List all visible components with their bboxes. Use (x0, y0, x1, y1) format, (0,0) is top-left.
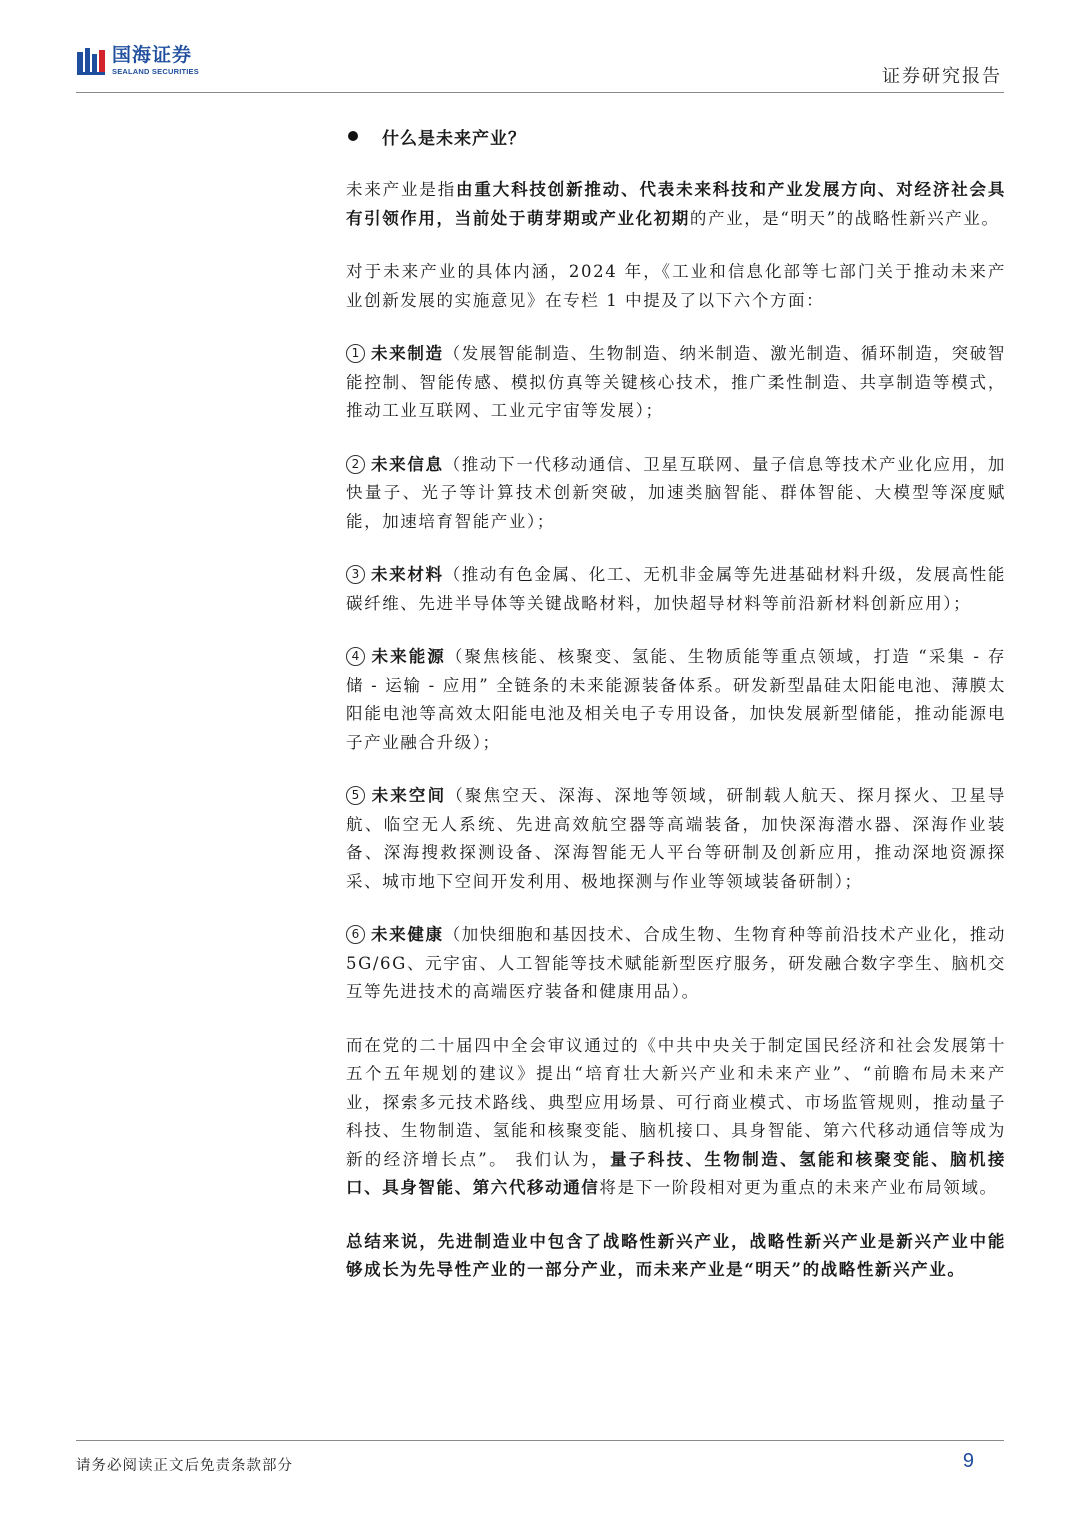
list-item (346, 451, 1006, 537)
section-title: 什么是未来产业？ (382, 128, 526, 149)
item-title: 未来健康 (371, 925, 444, 944)
item-body: （聚焦空天、深海、深地等领域，研制载人航天、探月探火、卫星导航、临空无人系统、先进高效航空器等高端装备，加快深海潜水器、深海作业装备、深海搜救探测设备、深海智能无人平台等研制及创新应用，推动深地资源探采、城市地下空间开发利用、极地探测与作业等领域装备研制）； (346, 786, 1007, 891)
text-run: 的产业，是“明天”的战略性新兴产业。 (689, 208, 1000, 228)
item-title: 未来制造 (371, 344, 444, 363)
section-heading (346, 118, 1006, 154)
summary-paragraph: 总结来说，先进制造业中包含了战略性新兴产业，战略性新兴产业是新兴产业中能够成长为先导性产业的一部分产业，而未来产业是“明天”的战略性新兴产业。 (346, 1231, 1006, 1279)
circled-number-icon: 3 (346, 565, 365, 584)
page-number: 9 (962, 1450, 974, 1472)
item-body: （加快细胞和基因技术、合成生物、生物育种等前沿技术产业化，推动 5G/6G、元宇宙、人工智能等技术赋能新型医疗服务，研发融合数字孪生、脑机交互等先进技术的高端医疗装备和健康用品）。 (346, 925, 1006, 1001)
item-body: （推动有色金属、化工、无机非金属等先进基础材料升级，发展高性能碳纤维、先进半导体等关键战略材料，加快超导材料等前沿新材料创新应用）； (346, 565, 1006, 613)
list-item (346, 643, 1006, 757)
fifteenth-plan-paragraph (346, 1032, 1006, 1203)
item-title: 未来空间 (371, 786, 447, 805)
circled-number-icon: 6 (346, 925, 365, 944)
item-title: 未来能源 (371, 647, 446, 666)
item-title: 未来材料 (371, 565, 444, 584)
item-body: （聚焦核能、核聚变、氢能、生物质能等重点领域，打造 “采集 - 存储 - 运输 - 应用” 全链条的未来能源装备体系。研发新型晶硅太阳能电池、薄膜太阳能电池等高效太阳能电池及相关电子专用设备，加快发展新型储能，推动能源电子产业融合升级）； (346, 647, 1007, 752)
sealand-logo-icon (76, 46, 106, 76)
circled-number-icon: 4 (346, 647, 365, 666)
page-footer (76, 1440, 1004, 1474)
bullet-icon (348, 131, 358, 141)
circled-number-icon: 1 (346, 344, 365, 363)
item-body: （发展智能制造、生物制造、纳米制造、激光制造、循环制造，突破智能控制、智能传感、模拟仿真等关键核心技术，推广柔性制造、共享制造等模式，推动工业互联网、工业元宇宙等发展）； (346, 344, 1006, 420)
text-run: 未来产业是指 (346, 180, 457, 199)
list-item (346, 921, 1006, 1007)
company-logo (76, 44, 199, 78)
circled-number-icon: 5 (346, 786, 365, 805)
item-body: （推动下一代移动通信、卫星互联网、量子信息等技术产业化应用，加快量子、光子等计算技术创新突破，加速类脑智能、群体智能、大模型等深度赋能，加速培育智能产业）； (346, 454, 1006, 531)
circled-number-icon: 2 (346, 455, 365, 474)
disclaimer-text: 请务必阅读正文后免责条款部分 (76, 1458, 293, 1474)
item-title: 未来信息 (371, 454, 444, 474)
logo-chinese-name: 国海证券 (112, 44, 193, 67)
definition-paragraph (346, 176, 1006, 233)
list-item (346, 561, 1006, 618)
report-type-label: 证券研究报告 (882, 66, 1002, 87)
header-divider (76, 92, 1004, 93)
text-run: 将是下一阶段相对更为重点的未来产业布局领域。 (599, 1178, 998, 1197)
bold-text-run: 量子科技、生物制造、氢能和核聚变能、脑机接口、具身智能、第六代移动通信 (346, 1149, 1006, 1197)
main-content (346, 118, 1006, 1285)
intro-paragraph: 对于未来产业的具体内涵，2024 年，《工业和信息化部等七部门关于推动未来产业创新发展的实施意见》在专栏 1 中提及了以下六个方面： (346, 262, 1006, 310)
footer-divider (76, 1440, 1004, 1441)
list-item (346, 340, 1006, 426)
page-header (0, 0, 1080, 100)
list-item (346, 782, 1006, 896)
bold-text-run: 由重大科技创新推动、代表未来科技和产业发展方向、对经济社会具有引领作用，当前处于萌芽期或产业化初期 (346, 180, 1006, 228)
logo-english-name: SEALAND SECURITIES (112, 67, 199, 77)
text-run: 而在党的二十届四中全会审议通过的《中共中央关于制定国民经济和社会发展第十五个五年规划的建议》提出“培育壮大新兴产业和未来产业”、“前瞻布局未来产业，探索多元技术路线、典型应用场景、可行商业模式、市场监管规则，推动量子科技、生物制造、氢能和核聚变能、脑机接口、具身智能、第六代移动通信等成为新的经济增长点”。 我们认为， (346, 1035, 1006, 1169)
